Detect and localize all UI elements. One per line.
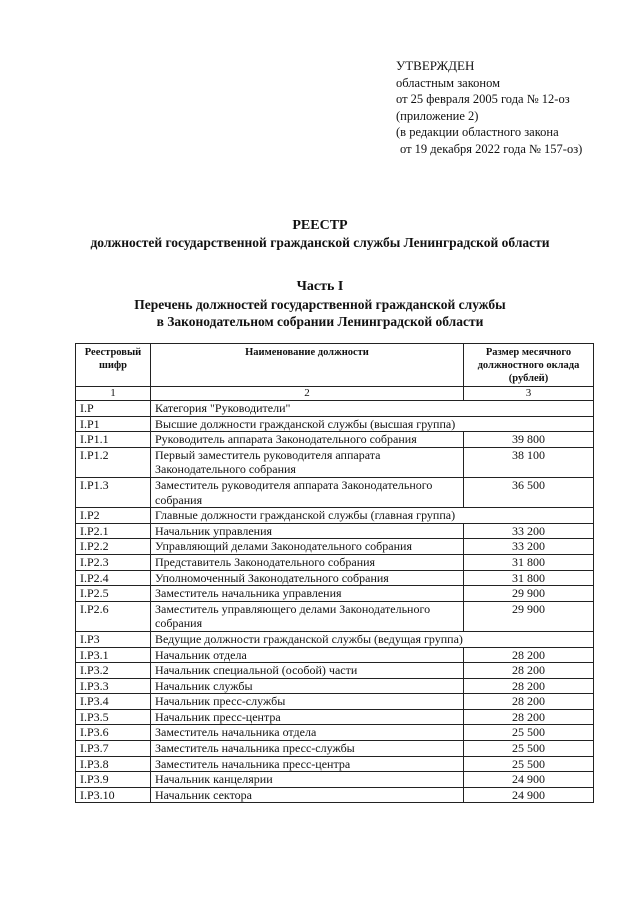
table-row — [76, 523, 594, 539]
table-row — [76, 401, 594, 417]
position-name-cell: Начальник канцелярии — [151, 772, 464, 788]
column-number: 1 — [76, 387, 151, 401]
salary-cell: 31 800 — [464, 554, 594, 570]
position-name-cell: Управляющий делами Законодательного собрания — [151, 539, 464, 555]
table-row — [76, 741, 594, 757]
position-name-cell: Заместитель начальника пресс-центра — [151, 756, 464, 772]
position-name-cell: Руководитель аппарата Законодательного собрания — [151, 432, 464, 448]
group-name-cell: Ведущие должности гражданской службы (ведущая группа) — [151, 631, 594, 647]
position-name-cell: Заместитель начальника отдела — [151, 725, 464, 741]
table-row — [76, 586, 594, 602]
registry-code-cell: I.P3.6 — [76, 725, 151, 741]
table-row — [76, 447, 594, 477]
document-title: РЕЕСТР — [292, 218, 348, 233]
column-number: 3 — [464, 387, 594, 401]
registry-code-cell: I.P3.8 — [76, 756, 151, 772]
table-row — [76, 508, 594, 524]
registry-code-cell: I.P2.5 — [76, 586, 151, 602]
salary-cell: 25 500 — [464, 741, 594, 757]
registry-table — [75, 343, 594, 803]
column-number-row — [76, 387, 594, 401]
part-title-line: в Законодательном собрании Ленинградской области — [156, 314, 484, 329]
table-row — [76, 772, 594, 788]
salary-cell: 28 200 — [464, 694, 594, 710]
registry-code-cell: I.P1.3 — [76, 477, 151, 507]
approval-line: (приложение 2) — [396, 108, 479, 123]
column-number: 2 — [151, 387, 464, 401]
table-row — [76, 678, 594, 694]
position-name-cell: Начальник специальной (особой) части — [151, 663, 464, 679]
registry-code-cell: I.P3.2 — [76, 663, 151, 679]
position-name-cell: Заместитель начальника пресс-службы — [151, 741, 464, 757]
registry-code-cell: I.P3.3 — [76, 678, 151, 694]
table-row — [76, 647, 594, 663]
registry-code-cell: I.P2.2 — [76, 539, 151, 555]
registry-code-cell: I.P2.1 — [76, 523, 151, 539]
salary-cell: 29 900 — [464, 601, 594, 631]
position-name-cell: Первый заместитель руководителя аппарата Законодательного собрания — [151, 447, 464, 477]
table-row — [76, 432, 594, 448]
table-row — [76, 601, 594, 631]
registry-code-cell: I.P3.7 — [76, 741, 151, 757]
part-label: Часть I — [296, 279, 344, 294]
salary-cell: 28 200 — [464, 663, 594, 679]
approval-block — [396, 58, 582, 157]
document-subtitle: должностей государственной гражданской службы Ленинградской области — [90, 235, 550, 250]
registry-code-cell: I.P2 — [76, 508, 151, 524]
registry-code-cell: I.P3 — [76, 631, 151, 647]
approval-heading: УТВЕРЖДЕН — [396, 58, 475, 73]
registry-code-cell: I.P — [76, 401, 151, 417]
table-row — [76, 539, 594, 555]
registry-code-cell: I.P3.5 — [76, 709, 151, 725]
salary-cell: 33 200 — [464, 539, 594, 555]
column-header: Размер месячного должностного оклада (рублей) — [464, 344, 594, 387]
position-name-cell: Начальник пресс-центра — [151, 709, 464, 725]
position-name-cell: Начальник отдела — [151, 647, 464, 663]
position-name-cell: Заместитель управляющего делами Законодательного собрания — [151, 601, 464, 631]
approval-line: областным законом — [396, 75, 501, 90]
group-name-cell: Главные должности гражданской службы (главная группа) — [151, 508, 594, 524]
registry-code-cell: I.P2.4 — [76, 570, 151, 586]
registry-code-cell: I.P1.1 — [76, 432, 151, 448]
approval-line: от 25 февраля 2005 года № 12-оз — [396, 92, 570, 106]
registry-code-cell: I.P3.9 — [76, 772, 151, 788]
position-name-cell: Заместитель начальника управления — [151, 586, 464, 602]
registry-code-cell: I.P3.1 — [76, 647, 151, 663]
table-row — [76, 787, 594, 803]
salary-cell: 39 800 — [464, 432, 594, 448]
registry-code-cell: I.P1.2 — [76, 447, 151, 477]
position-name-cell: Заместитель руководителя аппарата Законодательного собрания — [151, 477, 464, 507]
table-row — [76, 756, 594, 772]
position-name-cell: Представитель Законодательного собрания — [151, 554, 464, 570]
table-row — [76, 631, 594, 647]
registry-code-cell: I.P2.6 — [76, 601, 151, 631]
salary-cell: 24 900 — [464, 772, 594, 788]
table-row — [76, 709, 594, 725]
table-body — [76, 401, 594, 803]
position-name-cell: Начальник службы — [151, 678, 464, 694]
table-row — [76, 694, 594, 710]
salary-cell: 25 500 — [464, 725, 594, 741]
approval-line: от 19 декабря 2022 года № 157-оз) — [400, 141, 583, 156]
salary-cell: 33 200 — [464, 523, 594, 539]
registry-code-cell: I.P3.10 — [76, 787, 151, 803]
approval-line: (в редакции областного закона — [396, 125, 559, 139]
table-header-row — [76, 344, 594, 387]
salary-cell: 28 200 — [464, 678, 594, 694]
position-name-cell: Начальник пресс-службы — [151, 694, 464, 710]
table-row — [76, 663, 594, 679]
position-name-cell: Начальник управления — [151, 523, 464, 539]
salary-cell: 29 900 — [464, 586, 594, 602]
salary-cell: 36 500 — [464, 477, 594, 507]
group-name-cell: Высшие должности гражданской службы (высшая группа) — [151, 416, 594, 432]
table-row — [76, 570, 594, 586]
salary-cell: 28 200 — [464, 709, 594, 725]
table-row — [76, 554, 594, 570]
salary-cell: 24 900 — [464, 787, 594, 803]
salary-cell: 25 500 — [464, 756, 594, 772]
salary-cell: 31 800 — [464, 570, 594, 586]
registry-code-cell: I.P2.3 — [76, 554, 151, 570]
table-row — [76, 416, 594, 432]
group-name-cell: Категория "Руководители" — [151, 401, 594, 417]
column-header: Наименование должности — [151, 344, 464, 387]
table-row — [76, 725, 594, 741]
column-header: Реестровый шифр — [76, 344, 151, 387]
part-title-line: Перечень должностей государственной гражданской службы — [134, 297, 506, 312]
position-name-cell: Начальник сектора — [151, 787, 464, 803]
registry-code-cell: I.P1 — [76, 416, 151, 432]
salary-cell: 38 100 — [464, 447, 594, 477]
position-name-cell: Уполномоченный Законодательного собрания — [151, 570, 464, 586]
registry-code-cell: I.P3.4 — [76, 694, 151, 710]
table-row — [76, 477, 594, 507]
salary-cell: 28 200 — [464, 647, 594, 663]
